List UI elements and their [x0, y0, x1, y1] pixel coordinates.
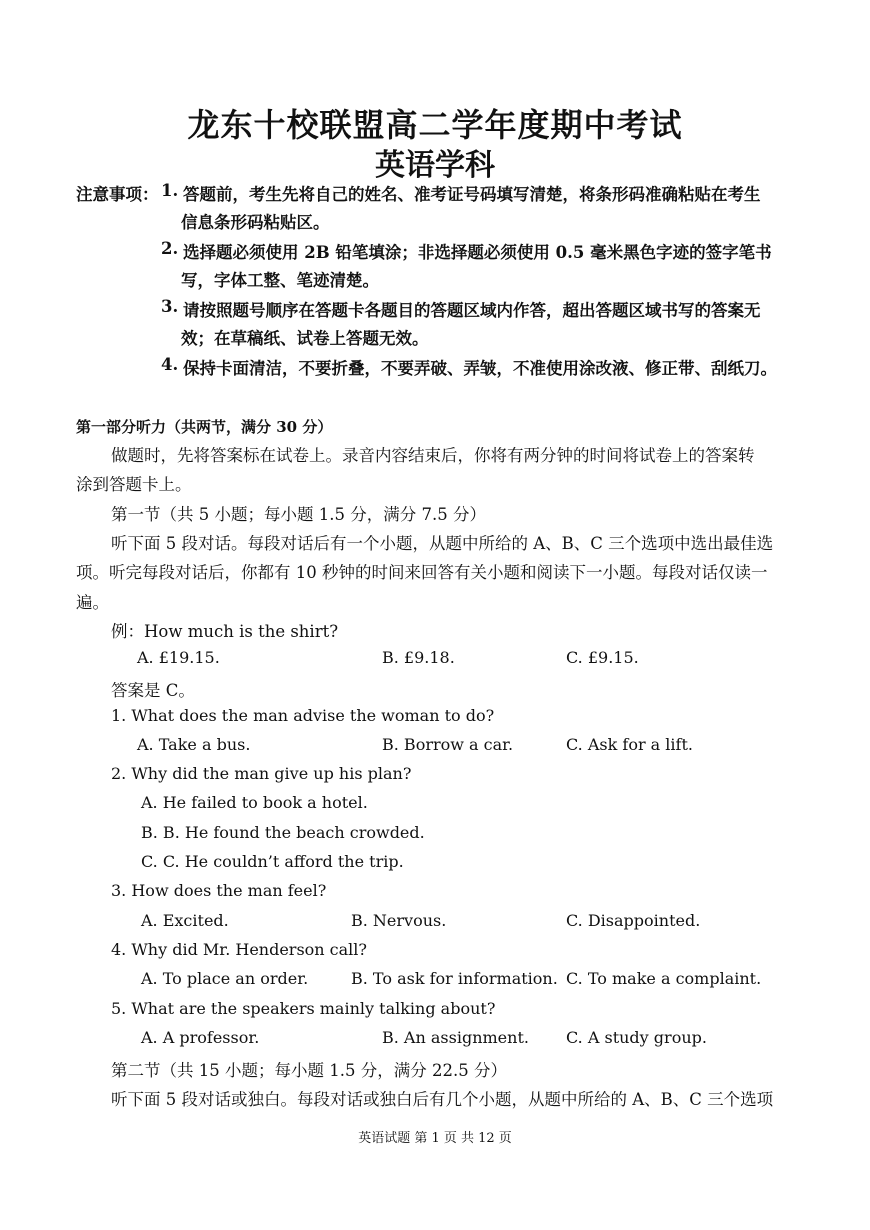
question-4-option-c: C. To make a complaint. — [566, 969, 762, 988]
question-2-option-b: B. B. He found the beach crowded. — [141, 823, 425, 842]
section1-directions-line-1: 听下面 5 段对话。每段对话后有一个小题，从题中所给的 A、B、C 三个选项中选出最佳选 — [111, 534, 774, 553]
question-1-option-c: C. Ask for a lift. — [566, 735, 693, 754]
exam-subject: 英语学科 — [375, 148, 495, 183]
notice-item-3-line-2: 效；在草稿纸、试卷上答题无效。 — [181, 329, 429, 348]
notice-item-1-line-2: 信息条形码粘贴区。 — [181, 213, 330, 232]
section2-heading: 第二节（共 15 小题；每小题 1.5 分，满分 22.5 分） — [111, 1061, 507, 1080]
question-2-option-a: A. He failed to book a hotel. — [141, 793, 368, 812]
notice-item-3-num: 3. — [161, 297, 179, 316]
part1-heading: 第一部分听力（共两节，满分 30 分） — [76, 418, 333, 436]
part1-intro-line-1: 做题时，先将答案标在试卷上。录音内容结束后，你将有两分钟的时间将试卷上的答案转 — [111, 446, 755, 465]
question-2: 2. Why did the man give up his plan? — [111, 764, 412, 783]
question-4-option-a: A. To place an order. — [141, 969, 309, 988]
section1-heading: 第一节（共 5 小题；每小题 1.5 分，满分 7.5 分） — [111, 505, 486, 524]
question-1-option-a: A. Take a bus. — [137, 735, 251, 754]
question-3: 3. How does the man feel? — [111, 881, 327, 900]
section1-directions-line-3: 遍。 — [76, 593, 109, 612]
question-4-option-b: B. To ask for information. — [351, 969, 558, 988]
example-question: 例：How much is the shirt? — [111, 622, 339, 641]
question-4: 4. Why did Mr. Henderson call? — [111, 940, 367, 959]
question-5-option-a: A. A professor. — [141, 1028, 260, 1047]
question-5: 5. What are the speakers mainly talking about? — [111, 999, 496, 1018]
notice-item-4-num: 4. — [161, 355, 179, 374]
example-answer: 答案是 C。 — [111, 681, 195, 700]
page-footer: 英语试题 第 1 页 共 12 页 — [358, 1131, 512, 1146]
notice-label: 注意事项： — [76, 185, 159, 204]
section2-directions-line-1: 听下面 5 段对话或独白。每段对话或独白后有几个小题，从题中所给的 A、B、C 三个选项 — [111, 1090, 774, 1109]
notice-item-3-line-1: 请按照题号顺序在答题卡各题目的答题区域内作答，超出答题区域书写的答案无 — [183, 301, 761, 320]
example-option-a: A. £19.15. — [137, 648, 220, 667]
notice-item-4-line-1: 保持卡面清洁，不要折叠，不要弄破、弄皱，不准使用涂改液、修正带、刮纸刀。 — [183, 359, 777, 378]
notice-item-2-line-1: 选择题必须使用 2B 铅笔填涂；非选择题必须使用 0.5 毫米黑色字迹的签字笔书 — [183, 243, 772, 262]
notice-item-2-num: 2. — [161, 239, 179, 258]
question-1-option-b: B. Borrow a car. — [382, 735, 514, 754]
exam-title: 龙东十校联盟高二学年度期中考试 — [187, 106, 683, 144]
section1-directions-line-2: 项。听完每段对话后，你都有 10 秒钟的时间来回答有关小题和阅读下一小题。每段对话仅读一 — [76, 563, 768, 582]
question-3-option-a: A. Excited. — [141, 911, 229, 930]
question-3-option-b: B. Nervous. — [351, 911, 447, 930]
example-option-c: C. £9.15. — [566, 648, 639, 667]
question-1: 1. What does the man advise the woman to do? — [111, 706, 495, 725]
question-5-option-b: B. An assignment. — [382, 1028, 529, 1047]
example-option-b: B. £9.18. — [382, 648, 455, 667]
notice-item-2-line-2: 写，字体工整、笔迹清楚。 — [181, 271, 379, 290]
notice-item-1-line-1: 答题前，考生先将自己的姓名、准考证号码填写清楚，将条形码准确粘贴在考生 — [183, 185, 761, 204]
question-3-option-c: C. Disappointed. — [566, 911, 701, 930]
notice-item-1-num: 1. — [161, 181, 179, 200]
part1-intro-line-2: 涂到答题卡上。 — [76, 475, 192, 494]
question-2-option-c: C. C. He couldn’t afford the trip. — [141, 852, 404, 871]
question-5-option-c: C. A study group. — [566, 1028, 707, 1047]
